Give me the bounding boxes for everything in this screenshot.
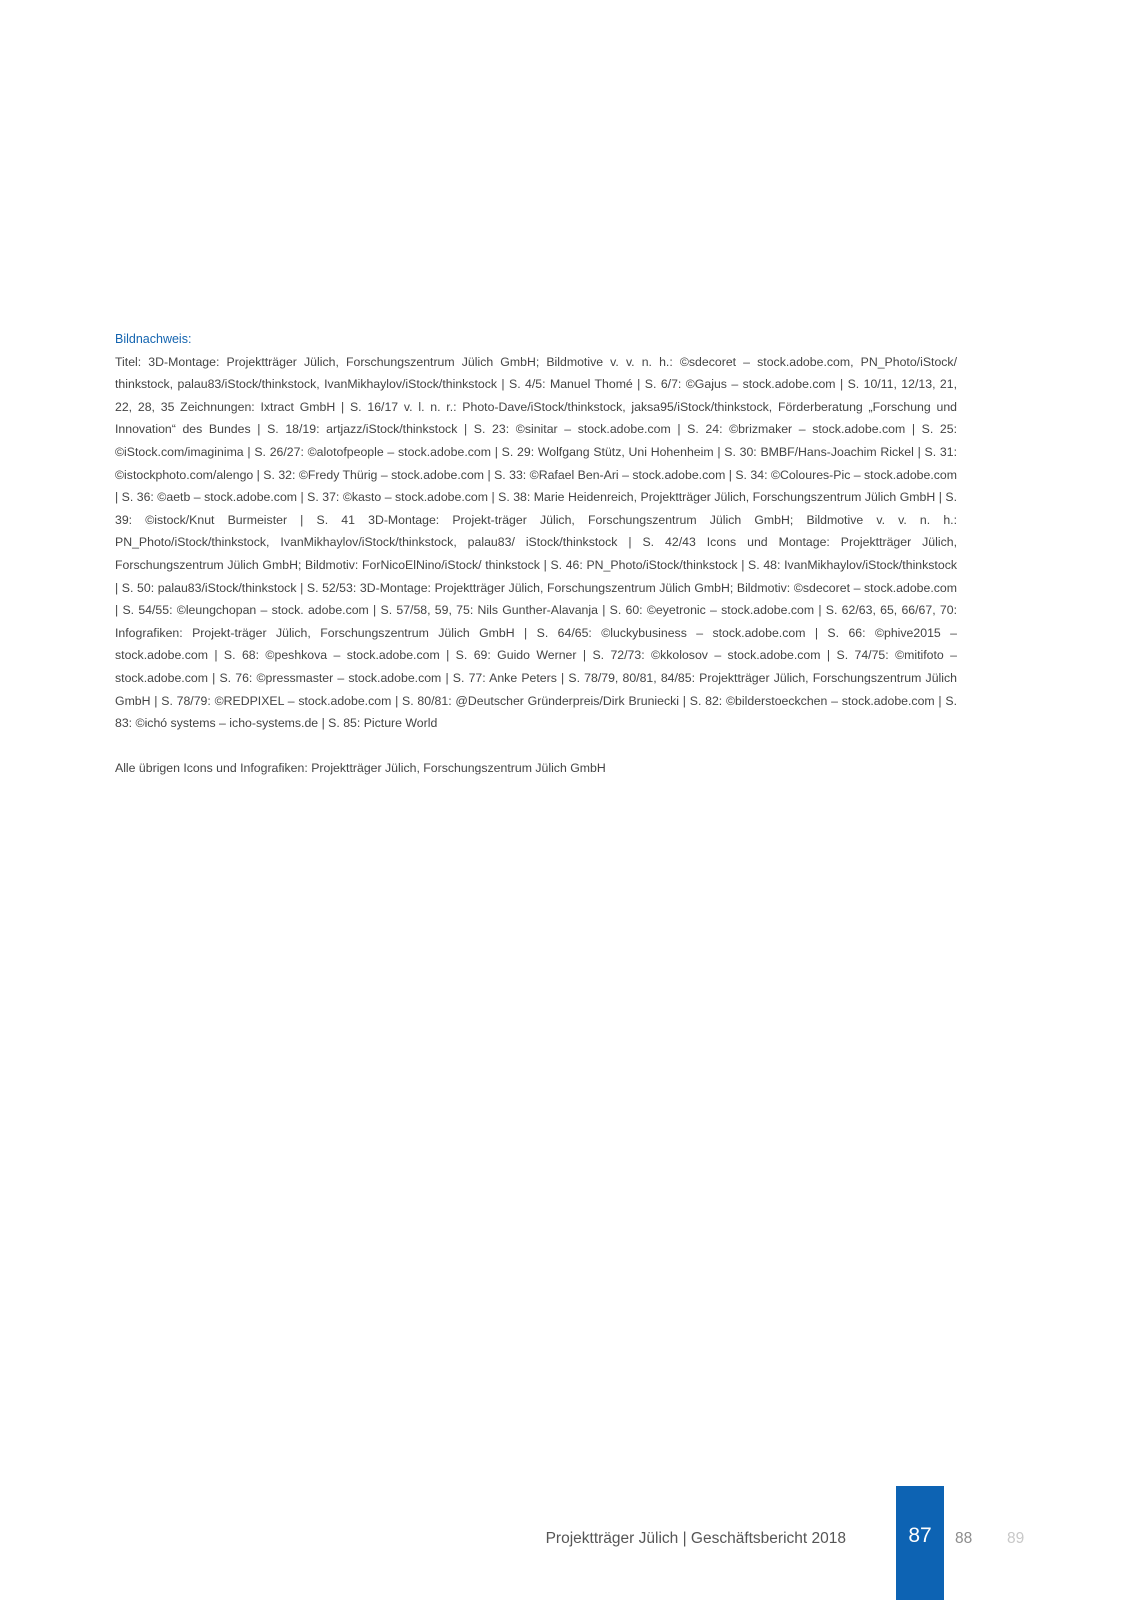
next-page-link[interactable]: 88 [955, 1530, 973, 1547]
page-footer [0, 1486, 1132, 1600]
following-page-link[interactable]: 89 [1007, 1530, 1025, 1547]
credits-footnote: Alle übrigen Icons und Infografiken: Projektträger Jülich, Forschungszentrum Jülich GmbH [115, 760, 606, 775]
current-page-tab[interactable] [896, 1486, 944, 1600]
credits-heading: Bildnachweis: [115, 332, 192, 346]
credits-body: Titel: 3D-Montage: Projektträger Jülich, Forschungszentrum Jülich GmbH; Bildmotive v. v. n. h.: ©sdecoret – stock.adobe.com, PN_Photo/iStock/ thinkstock, palau83/iStock/thinkstock, IvanMikhaylov/iStock/thinkstock | S. 4/5: Manuel Thomé | S. 6/7: ©Gajus – stock.adobe.com | S. 10/11, 12/13, 21, 22, 28, 35 Zeichnungen: Ixtract GmbH | S. 16/17 v. l. n. r.: Photo-Dave/iStock/thinkstock, jaksa95/iStock/thinkstock, Förderberatung „Forschung und Innovation“ des Bundes | S. 18/19: artjazz/iStock/thinkstock | S. 23: ©sinitar – stock.adobe.com | S. 24: ©brizmaker – stock.adobe.com | S. 25: ©iStock.com/imaginima | S. 26/27: ©alotofpeople – stock.adobe.com | S. 29: Wolfgang Stütz, Uni Hohenheim | S. 30: BMBF/Hans-Joachim Rickel | S. 31: ©istockphoto.com/alengo | S. 32: ©Fredy Thürig – stock.adobe.com | S. 33: ©Rafael Ben-Ari – stock.adobe.com | S. 34: ©Coloures-Pic – stock.adobe.com | S. 36: ©aetb – stock.adobe.com | S. 37: ©kasto – stock.adobe.com | S. 38: Marie Heidenreich, Projektträger Jülich, Forschungszentrum Jülich GmbH | S. 39: ©istock/Knut Burmeister | S. 41 3D-Montage: Projekt-träger Jülich, Forschungszentrum Jülich GmbH; Bildmotive v. v. n. h.: PN_Photo/iStock/thinkstock, IvanMikhaylov/iStock/thinkstock, palau83/ iStock/thinkstock | S. 42/43 Icons und Montage: Projektträger Jülich, Forschungszentrum Jülich GmbH; Bildmotiv: ForNicoElNino/iStock/ thinkstock | S. 46: PN_Photo/iStock/thinkstock | S. 48: IvanMikhaylov/iStock/thinkstock | S. 50: palau83/iStock/thinkstock | S. 52/53: 3D-Montage: Projektträger Jülich, Forschungszentrum Jülich GmbH; Bildmotiv: ©sdecoret – stock.adobe.com | S. 54/55: ©leungchopan – stock. adobe.com | S. 57/58, 59, 75: Nils Gunther-Alavanja | S. 60: ©eyetronic – stock.adobe.com | S. 62/63, 65, 66/67, 70: Infografiken: Projekt-träger Jülich, Forschungszentrum Jülich GmbH | S. 64/65: ©luckybusiness – stock.adobe.com | S. 66: ©phive2015 – stock.adobe.com | S. 68: ©peshkova – stock.adobe.com | S. 69: Guido Werner | S. 72/73: ©kkolosov – stock.adobe.com | S. 74/75: ©mitifoto – stock.adobe.com | S. 76: ©pressmaster – stock.adobe.com | S. 77: Anke Peters | S. 78/79, 80/81, 84/85: Projektträger Jülich, Forschungszentrum Jülich GmbH | S. 78/79: ©REDPIXEL – stock.adobe.com | S. 80/81: @Deutscher Gründerpreis/Dirk Bruniecki | S. 82: ©bilderstoeckchen – stock.adobe.com | S. 83: ©ichó systems – icho-systems.de | S. 85: Picture World [115, 354, 957, 731]
image-credits-section [115, 328, 957, 779]
current-page-number: 87 [908, 1524, 932, 1547]
footer-title: Projektträger Jülich | Geschäftsbericht 2018 [545, 1530, 846, 1547]
